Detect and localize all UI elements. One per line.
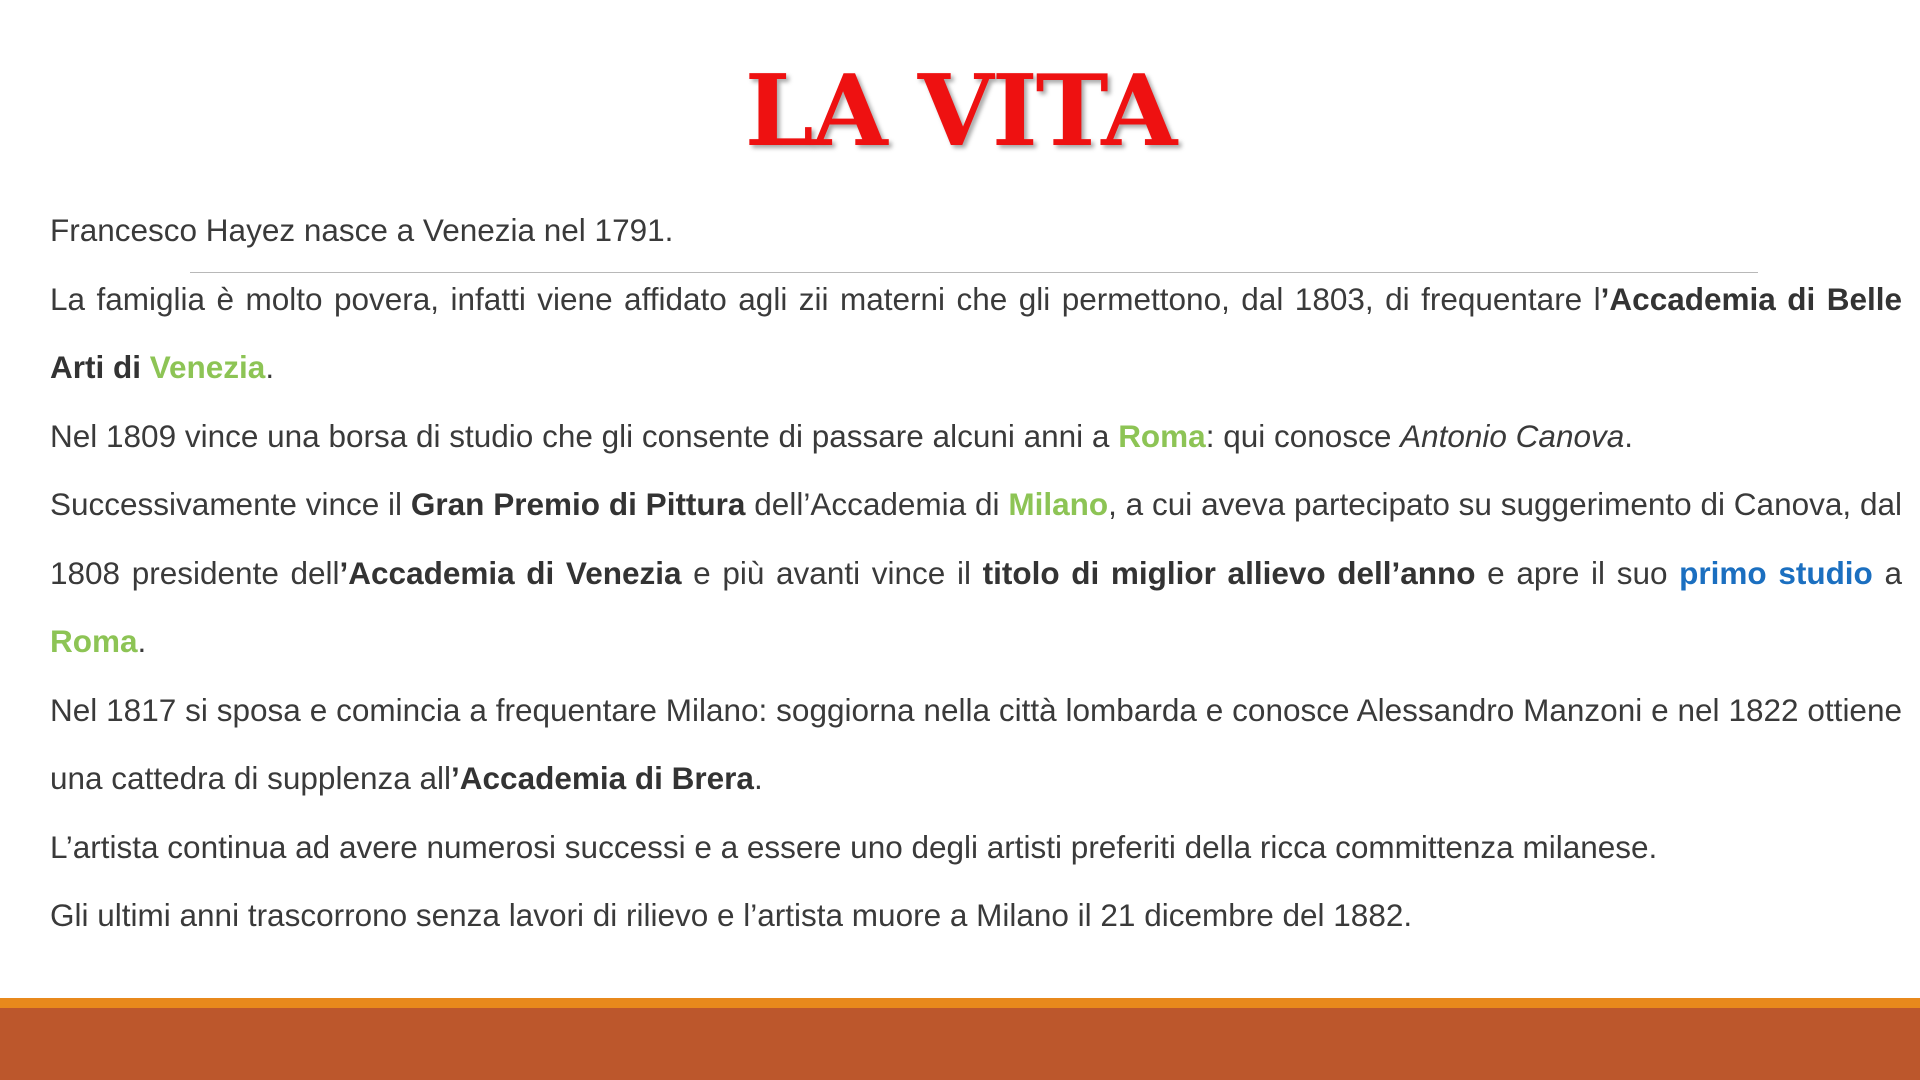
paragraph-family [50, 265, 1902, 402]
paragraph-text: , a cui aveva partecipato su suggerimento di Canova, dal 1808 presidente dell [50, 486, 1902, 591]
paragraph-text: Gli ultimi anni trascorrono senza lavori di rilievo e l’artista muore a Milano il 21 dicembre del 1882. [50, 897, 1413, 933]
highlight-city: Venezia [149, 349, 266, 385]
highlight-city: Roma [1118, 417, 1206, 454]
paragraph-scholarship [50, 402, 1902, 471]
paragraph-milan [50, 676, 1902, 813]
paragraph-text: L’artista continua ad avere numerosi successi e a essere uno degli artisti preferiti della ricca committenza milanese. [50, 828, 1658, 865]
paragraph-text: Successivamente vince il [50, 486, 411, 522]
bold-title-award: titolo di miglior allievo dell’anno [982, 554, 1476, 591]
slide-title: LA VITA [744, 54, 1176, 169]
bold-prize-name: Gran Premio di Pittura [410, 486, 746, 522]
paragraph-text: . [753, 760, 763, 796]
paragraph-prize [50, 470, 1902, 676]
paragraph-text: . [1624, 417, 1634, 454]
highlight-city: Milano [1008, 486, 1109, 522]
paragraph-text: : qui conosce [1205, 417, 1401, 454]
paragraph-text: Nel 1817 si sposa e comincia a frequentare Milano: soggiorna nella città lombarda e conosce Alessandro Manzoni e nel 1822 ottiene una cattedra di supplenza all [50, 691, 1902, 796]
paragraph-text: . [265, 349, 275, 385]
highlight-city: Roma [50, 623, 138, 659]
bold-academy-name: ’Accademia di Brera [451, 760, 754, 796]
highlight-first-studio: primo studio [1679, 554, 1873, 591]
paragraph-birth [50, 196, 1902, 265]
paragraph-text: Nel 1809 vince una borsa di studio che gli consente di passare alcuni anni a [50, 417, 1119, 454]
footer-accent-bar [0, 998, 1920, 1008]
italic-person-name: Antonio Canova [1400, 417, 1625, 454]
bold-academy-name: ’Accademia di Venezia [339, 554, 682, 591]
paragraph-text: . [137, 623, 147, 659]
slide-body [50, 196, 1902, 950]
paragraph-text: a [1872, 554, 1902, 591]
paragraph-success [50, 813, 1902, 882]
paragraph-text: e apre il suo [1475, 554, 1680, 591]
paragraph-text: La famiglia è molto povera, infatti viene affidato agli zii materni che gli permettono, dal 1803, di frequentare l [50, 280, 1601, 317]
paragraph-text: e più avanti vince il [681, 554, 983, 591]
bold-academy-name: ’Accademia di Belle Arti di [50, 280, 1902, 385]
paragraph-text: dell’Accademia di [745, 486, 1009, 522]
paragraph-text: Francesco Hayez nasce a Venezia nel 1791. [50, 212, 674, 248]
footer-band [0, 1008, 1920, 1080]
paragraph-death [50, 881, 1902, 950]
